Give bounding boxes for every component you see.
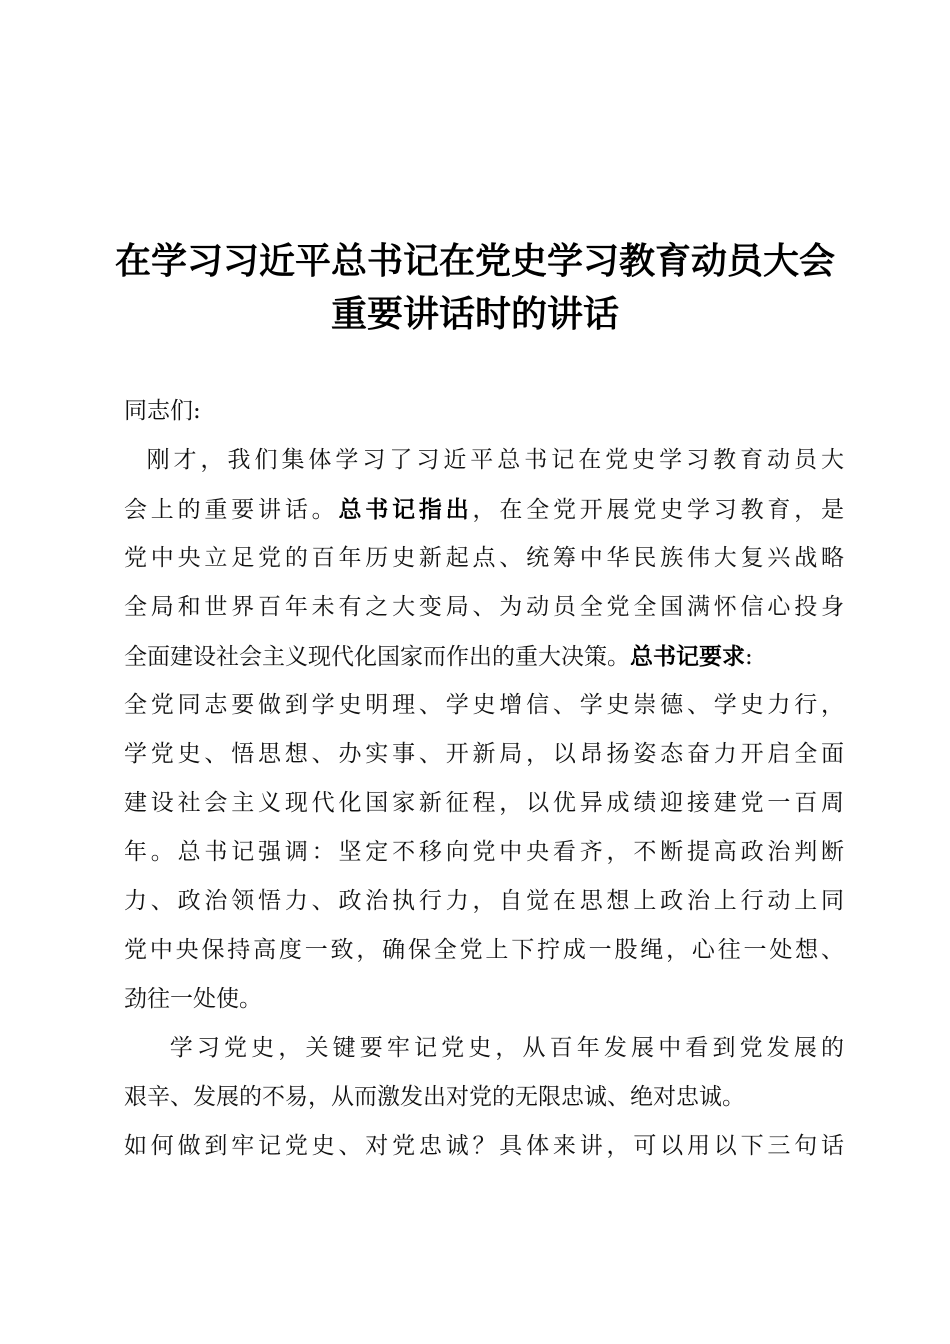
emphasis-text: 总书记指出 xyxy=(338,496,473,523)
body-text: 会上的重要讲话。 xyxy=(124,497,339,523)
body-line xyxy=(124,485,844,534)
body-text: 年。总书记强调：坚定不移向党中央看齐，不断提高政治判断 xyxy=(124,839,844,865)
body-line xyxy=(124,877,844,926)
body-line xyxy=(124,534,844,583)
salutation: 同志们: xyxy=(124,398,201,424)
body-line xyxy=(124,828,844,877)
body-text: 刚才，我们集体学习了习近平总书记在党史学习教育动员大 xyxy=(124,447,844,473)
body-text: 建设社会主义现代化国家新征程，以优异成绩迎接建党一百周 xyxy=(124,790,844,816)
body-text: 党中央立足党的百年历史新起点、统筹中华民族伟大复兴战略 xyxy=(124,545,844,571)
body-text: 艰辛、发展的不易，从而激发出对党的无限忠诚、绝对忠诚。 xyxy=(124,1084,745,1110)
body-line xyxy=(124,681,844,730)
body-line xyxy=(124,1073,844,1122)
emphasis-text: 总书记要求 xyxy=(630,643,745,670)
body-line xyxy=(124,1024,844,1073)
body-text: 如何做到牢记党史、对党忠诚？具体来讲，可以用以下三句话 xyxy=(124,1133,844,1159)
body-text: 力、政治领悟力、政治执行力，自觉在思想上政治上行动上同 xyxy=(124,888,844,914)
body-line xyxy=(124,730,844,779)
body-line xyxy=(124,779,844,828)
body-text: 党中央保持高度一致，确保全党上下拧成一股绳，心往一处想、 xyxy=(124,937,844,963)
body-line xyxy=(124,975,844,1024)
body-line xyxy=(124,1122,844,1171)
body-line xyxy=(124,436,844,485)
body-text: : xyxy=(745,644,753,670)
body-text: 全面建设社会主义现代化国家而作出的重大决策。 xyxy=(124,644,630,670)
body-text: 学党史、悟思想、办实事、开新局，以昂扬姿态奋力开启全面 xyxy=(124,741,844,767)
body-text: 全局和世界百年未有之大变局、为动员全党全国满怀信心投身 xyxy=(124,594,844,620)
body-text: ，在全党开展党史学习教育，是 xyxy=(472,497,845,523)
body-text: 全党同志要做到学史明理、学史增信、学史崇德、学史力行， xyxy=(124,692,844,718)
document-title-line-1: 在学习习近平总书记在党史学习教育动员大会 xyxy=(114,241,835,282)
document-title-line-2: 重要讲话时的讲话 xyxy=(330,294,619,335)
body-line xyxy=(124,632,844,681)
body-text: 劲往一处使。 xyxy=(124,986,262,1012)
body-text: 学习党史，关键要牢记党史，从百年发展中看到党发展的 xyxy=(124,1035,844,1061)
body-line xyxy=(124,583,844,632)
body-line xyxy=(124,926,844,975)
